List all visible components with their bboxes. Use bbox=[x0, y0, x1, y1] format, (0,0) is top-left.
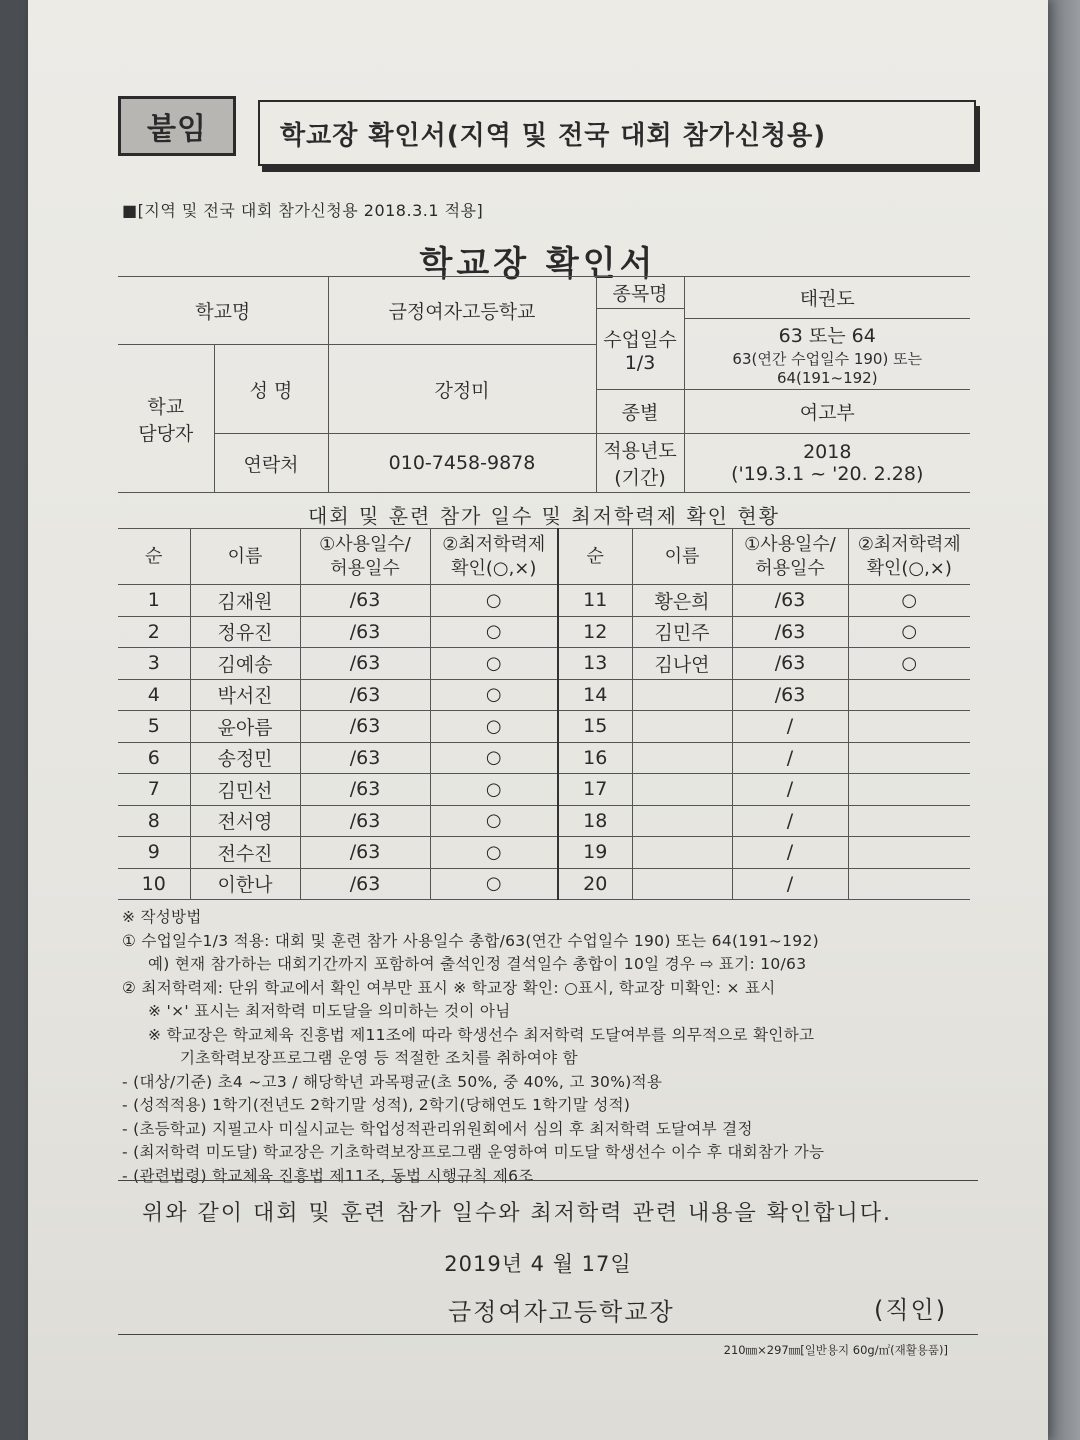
status-title: 대회 및 훈련 참가 일수 및 최저학력제 확인 현황 bbox=[308, 504, 780, 528]
row-name: 김민주 bbox=[632, 616, 732, 648]
row-no: 11 bbox=[558, 585, 632, 617]
row-name: 황은희 bbox=[632, 585, 732, 617]
manager-label bbox=[118, 345, 214, 493]
row-no: 17 bbox=[558, 774, 632, 806]
apply-year-value bbox=[684, 434, 970, 493]
category-value: 여고부 bbox=[684, 390, 970, 434]
row-name bbox=[632, 679, 732, 711]
row-name: 김나연 bbox=[632, 648, 732, 680]
row-no: 2 bbox=[118, 616, 190, 648]
class-days-value-1: 63 또는 64 bbox=[778, 325, 876, 347]
row-check: ○ bbox=[430, 585, 558, 617]
category-label: 종별 bbox=[596, 390, 684, 434]
attachment-label: 붙임 bbox=[118, 96, 236, 156]
header-no-right: 순 bbox=[558, 529, 632, 585]
row-name: 전서영 bbox=[190, 805, 300, 837]
header-title: 학교장 확인서(지역 및 전국 대회 참가신청용) bbox=[258, 100, 976, 166]
row-days: /63 bbox=[300, 648, 430, 680]
apply-year-label-1: 적용년도 bbox=[603, 440, 677, 462]
row-check bbox=[848, 805, 970, 837]
row-check: ○ bbox=[848, 616, 970, 648]
header-check-right-1: ②최저학력제 bbox=[857, 533, 961, 555]
principal-name: 금정여자고등학교장 bbox=[448, 1298, 675, 1326]
row-no: 8 bbox=[118, 805, 190, 837]
table-row bbox=[118, 837, 970, 869]
row-no: 12 bbox=[558, 616, 632, 648]
header-check-left-1: ②최저학력제 bbox=[442, 533, 546, 555]
class-days-label-2: 1/3 bbox=[624, 351, 656, 374]
row-name: 전수진 bbox=[190, 837, 300, 869]
header-check-left-2: 확인(○,×) bbox=[451, 557, 537, 579]
row-name bbox=[632, 742, 732, 774]
row-no: 19 bbox=[558, 837, 632, 869]
row-check bbox=[848, 837, 970, 869]
header-days-right-1: ①사용일수/ bbox=[744, 533, 836, 555]
table-row bbox=[118, 679, 970, 711]
row-days: /63 bbox=[300, 711, 430, 743]
note-item: ※ 학교장은 학교체육 진흥법 제11조에 따라 학생선수 최저학력 도달여부를 의무적으로 확인하고 bbox=[148, 1025, 815, 1044]
table-row bbox=[118, 868, 970, 900]
divider bbox=[118, 1180, 978, 1181]
document-title: 학교장 확인서 bbox=[419, 244, 657, 284]
row-name: 김재원 bbox=[190, 585, 300, 617]
row-days: /63 bbox=[300, 616, 430, 648]
note-item: ① 수업일수1/3 적용: 대회 및 훈련 참가 사용일수 총합/63(연간 수업일수 190) 또는 64(191~192) bbox=[122, 931, 819, 950]
row-name: 박서진 bbox=[190, 679, 300, 711]
apply-year-label bbox=[596, 434, 684, 493]
row-days: /63 bbox=[300, 585, 430, 617]
row-check: ○ bbox=[430, 742, 558, 774]
row-no: 15 bbox=[558, 711, 632, 743]
row-check bbox=[848, 679, 970, 711]
row-days: / bbox=[732, 711, 848, 743]
row-days: / bbox=[732, 837, 848, 869]
issue-date: 2019년 4 월 17일 bbox=[444, 1252, 632, 1276]
header-check-right-2: 확인(○,×) bbox=[866, 557, 952, 579]
header bbox=[118, 96, 978, 186]
manager-label-2: 담당자 bbox=[138, 422, 194, 445]
row-days: /63 bbox=[732, 616, 848, 648]
note-item: ② 최저학력제: 단위 학교에서 확인 여부만 표시 ※ 학교장 확인: ○표시, 학교장 미확인: × 표시 bbox=[122, 978, 776, 997]
row-no: 14 bbox=[558, 679, 632, 711]
row-name: 윤아름 bbox=[190, 711, 300, 743]
row-days: /63 bbox=[300, 868, 430, 900]
note-item: ※ '×' 표시는 최저학력 미도달을 의미하는 것이 아님 bbox=[148, 1002, 511, 1020]
name-label: 성 명 bbox=[214, 345, 328, 434]
manager-label-1: 학교 bbox=[147, 395, 185, 418]
header-days-right bbox=[732, 529, 848, 585]
seal-label: (직인) bbox=[874, 1296, 948, 1324]
info-table bbox=[118, 276, 970, 493]
row-check: ○ bbox=[430, 616, 558, 648]
event-label: 종목명 bbox=[596, 277, 684, 309]
row-no: 18 bbox=[558, 805, 632, 837]
row-no: 10 bbox=[118, 868, 190, 900]
row-days: / bbox=[732, 868, 848, 900]
table-row bbox=[118, 585, 970, 617]
row-no: 9 bbox=[118, 837, 190, 869]
header-days-left-1: ①사용일수/ bbox=[319, 533, 411, 555]
row-name bbox=[632, 837, 732, 869]
table-row bbox=[118, 805, 970, 837]
event-value: 태권도 bbox=[684, 277, 970, 319]
row-check bbox=[848, 774, 970, 806]
row-no: 16 bbox=[558, 742, 632, 774]
row-name bbox=[632, 868, 732, 900]
row-no: 20 bbox=[558, 868, 632, 900]
row-days: /63 bbox=[300, 805, 430, 837]
row-no: 5 bbox=[118, 711, 190, 743]
row-name bbox=[632, 805, 732, 837]
row-no: 3 bbox=[118, 648, 190, 680]
note-item: - (대상/기준) 초4 ~고3 / 해당학년 과목평균(초 50%, 중 40%, 고 30%)적용 bbox=[122, 1072, 663, 1091]
note-item: - (성적적용) 1학기(전년도 2학기말 성적), 2학기(당해연도 1학기말 성적) bbox=[122, 1096, 631, 1114]
row-name bbox=[632, 774, 732, 806]
writing-notes bbox=[122, 906, 982, 1188]
row-days: /63 bbox=[732, 585, 848, 617]
note-item: - (최저학력 미도달) 학교장은 기초학력보장프로그램 운영하여 미도달 학생선수 이수 후 대회참가 가능 bbox=[122, 1143, 825, 1161]
row-no: 6 bbox=[118, 742, 190, 774]
header-name-right: 이름 bbox=[632, 529, 732, 585]
apply-year-label-2: (기간) bbox=[614, 467, 666, 489]
table-row bbox=[118, 616, 970, 648]
class-days-value-2: 63(연간 수업일수 190) 또는 64(191~192) bbox=[732, 350, 923, 387]
row-check bbox=[848, 742, 970, 774]
header-check-right bbox=[848, 529, 970, 585]
row-no: 7 bbox=[118, 774, 190, 806]
row-days: /63 bbox=[300, 742, 430, 774]
row-no: 13 bbox=[558, 648, 632, 680]
row-check: ○ bbox=[430, 805, 558, 837]
header-name-left: 이름 bbox=[190, 529, 300, 585]
row-no: 4 bbox=[118, 679, 190, 711]
row-name: 김민선 bbox=[190, 774, 300, 806]
document-page bbox=[28, 0, 1048, 1440]
notes-heading: ※ 작성방법 bbox=[122, 908, 202, 926]
note-item: - (관련법령) 학교체육 진흥법 제11조, 동법 시행규칙 제6조 bbox=[122, 1166, 534, 1185]
class-days-value bbox=[684, 319, 970, 390]
row-name bbox=[632, 711, 732, 743]
row-days: /63 bbox=[300, 774, 430, 806]
row-check: ○ bbox=[430, 837, 558, 869]
table-row bbox=[118, 774, 970, 806]
row-check bbox=[848, 711, 970, 743]
row-check bbox=[848, 868, 970, 900]
header-no-left: 순 bbox=[118, 529, 190, 585]
name-value: 강정미 bbox=[328, 345, 596, 434]
row-days: / bbox=[732, 742, 848, 774]
header-days-left bbox=[300, 529, 430, 585]
header-days-left-2: 허용일수 bbox=[330, 557, 400, 579]
school-value: 금정여자고등학교 bbox=[328, 277, 596, 345]
apply-year-value-2: ('19.3.1 ~ '20. 2.28) bbox=[731, 463, 924, 485]
row-days: /63 bbox=[732, 648, 848, 680]
row-name: 정유진 bbox=[190, 616, 300, 648]
row-days: /63 bbox=[300, 837, 430, 869]
row-days: / bbox=[732, 774, 848, 806]
row-days: /63 bbox=[732, 679, 848, 711]
row-check: ○ bbox=[430, 679, 558, 711]
row-check: ○ bbox=[848, 585, 970, 617]
row-name: 송정민 bbox=[190, 742, 300, 774]
header-days-right-2: 허용일수 bbox=[755, 557, 825, 579]
row-check: ○ bbox=[848, 648, 970, 680]
row-name: 김예송 bbox=[190, 648, 300, 680]
confirmation-statement: 위와 같이 대회 및 훈련 참가 일수와 최저학력 관련 내용을 확인합니다. bbox=[142, 1201, 892, 1226]
applicability-note: ■[지역 및 전국 대회 참가신청용 2018.3.1 적용] bbox=[122, 201, 484, 220]
row-check: ○ bbox=[430, 868, 558, 900]
table-row bbox=[118, 742, 970, 774]
class-days-label bbox=[596, 309, 684, 390]
contact-value: 010-7458-9878 bbox=[328, 434, 596, 493]
row-check: ○ bbox=[430, 774, 558, 806]
row-name: 이한나 bbox=[190, 868, 300, 900]
row-no: 1 bbox=[118, 585, 190, 617]
contact-label: 연락처 bbox=[214, 434, 328, 493]
paper-spec-note: 210㎜×297㎜[일반용지 60g/㎡(재활용품)] bbox=[723, 1343, 948, 1357]
row-check: ○ bbox=[430, 648, 558, 680]
note-item: - (초등학교) 지필고사 미실시교는 학업성적관리위원회에서 심의 후 최저학력 도달여부 결정 bbox=[122, 1119, 753, 1138]
header-check-left bbox=[430, 529, 558, 585]
apply-year-value-1: 2018 bbox=[803, 441, 852, 463]
divider bbox=[118, 1334, 978, 1335]
row-days: /63 bbox=[300, 679, 430, 711]
note-item: 기초학력보장프로그램 운영 등 적절한 조치를 취하여야 함 bbox=[180, 1049, 578, 1067]
row-check: ○ bbox=[430, 711, 558, 743]
table-row bbox=[118, 648, 970, 680]
note-item: 예) 현재 참가하는 대회기간까지 포함하여 출석인정 결석일수 총합이 10일 경우 ⇨ 표기: 10/63 bbox=[148, 955, 807, 973]
row-days: / bbox=[732, 805, 848, 837]
participants-table bbox=[118, 528, 970, 900]
school-label: 학교명 bbox=[118, 277, 328, 345]
class-days-label-1: 수업일수 bbox=[603, 328, 677, 351]
table-row bbox=[118, 711, 970, 743]
